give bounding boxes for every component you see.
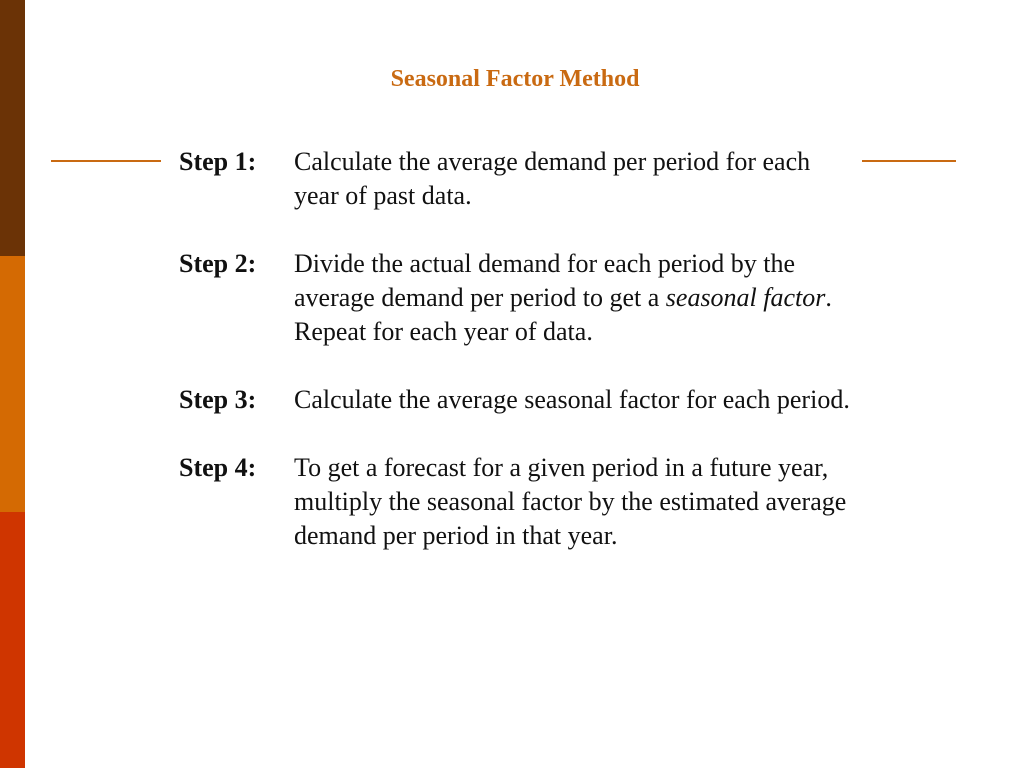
step-text: Calculate the average seasonal factor for each period. bbox=[294, 385, 850, 414]
step-2 bbox=[179, 247, 859, 349]
step-4 bbox=[179, 451, 859, 553]
side-bar-top bbox=[0, 0, 25, 256]
side-bar-middle bbox=[0, 256, 25, 512]
step-text bbox=[294, 247, 854, 349]
step-label: Step 4: bbox=[179, 453, 257, 482]
step-label: Step 2: bbox=[179, 249, 257, 278]
step-1 bbox=[179, 145, 859, 213]
side-bar-bottom bbox=[0, 512, 25, 768]
step-text-part: Divide the actual demand for each period by the average demand per period to get a bbox=[294, 249, 796, 312]
step-text: Calculate the average demand per period for each year of past data. bbox=[294, 147, 811, 210]
step-text: To get a forecast for a given period in a future year, multiply the seasonal factor by the estimated average demand per period in that year. bbox=[294, 453, 847, 550]
step-3 bbox=[179, 383, 859, 417]
slide-title: Seasonal Factor Method bbox=[390, 66, 640, 92]
step-text-part: . Repeat for each year of data. bbox=[294, 283, 832, 346]
step-label: Step 1: bbox=[179, 147, 257, 176]
left-accent-rule bbox=[51, 160, 161, 162]
steps-list bbox=[179, 145, 859, 587]
emphasized-term: seasonal factor bbox=[665, 283, 826, 312]
right-accent-rule bbox=[862, 160, 956, 162]
step-label: Step 3: bbox=[179, 385, 257, 414]
